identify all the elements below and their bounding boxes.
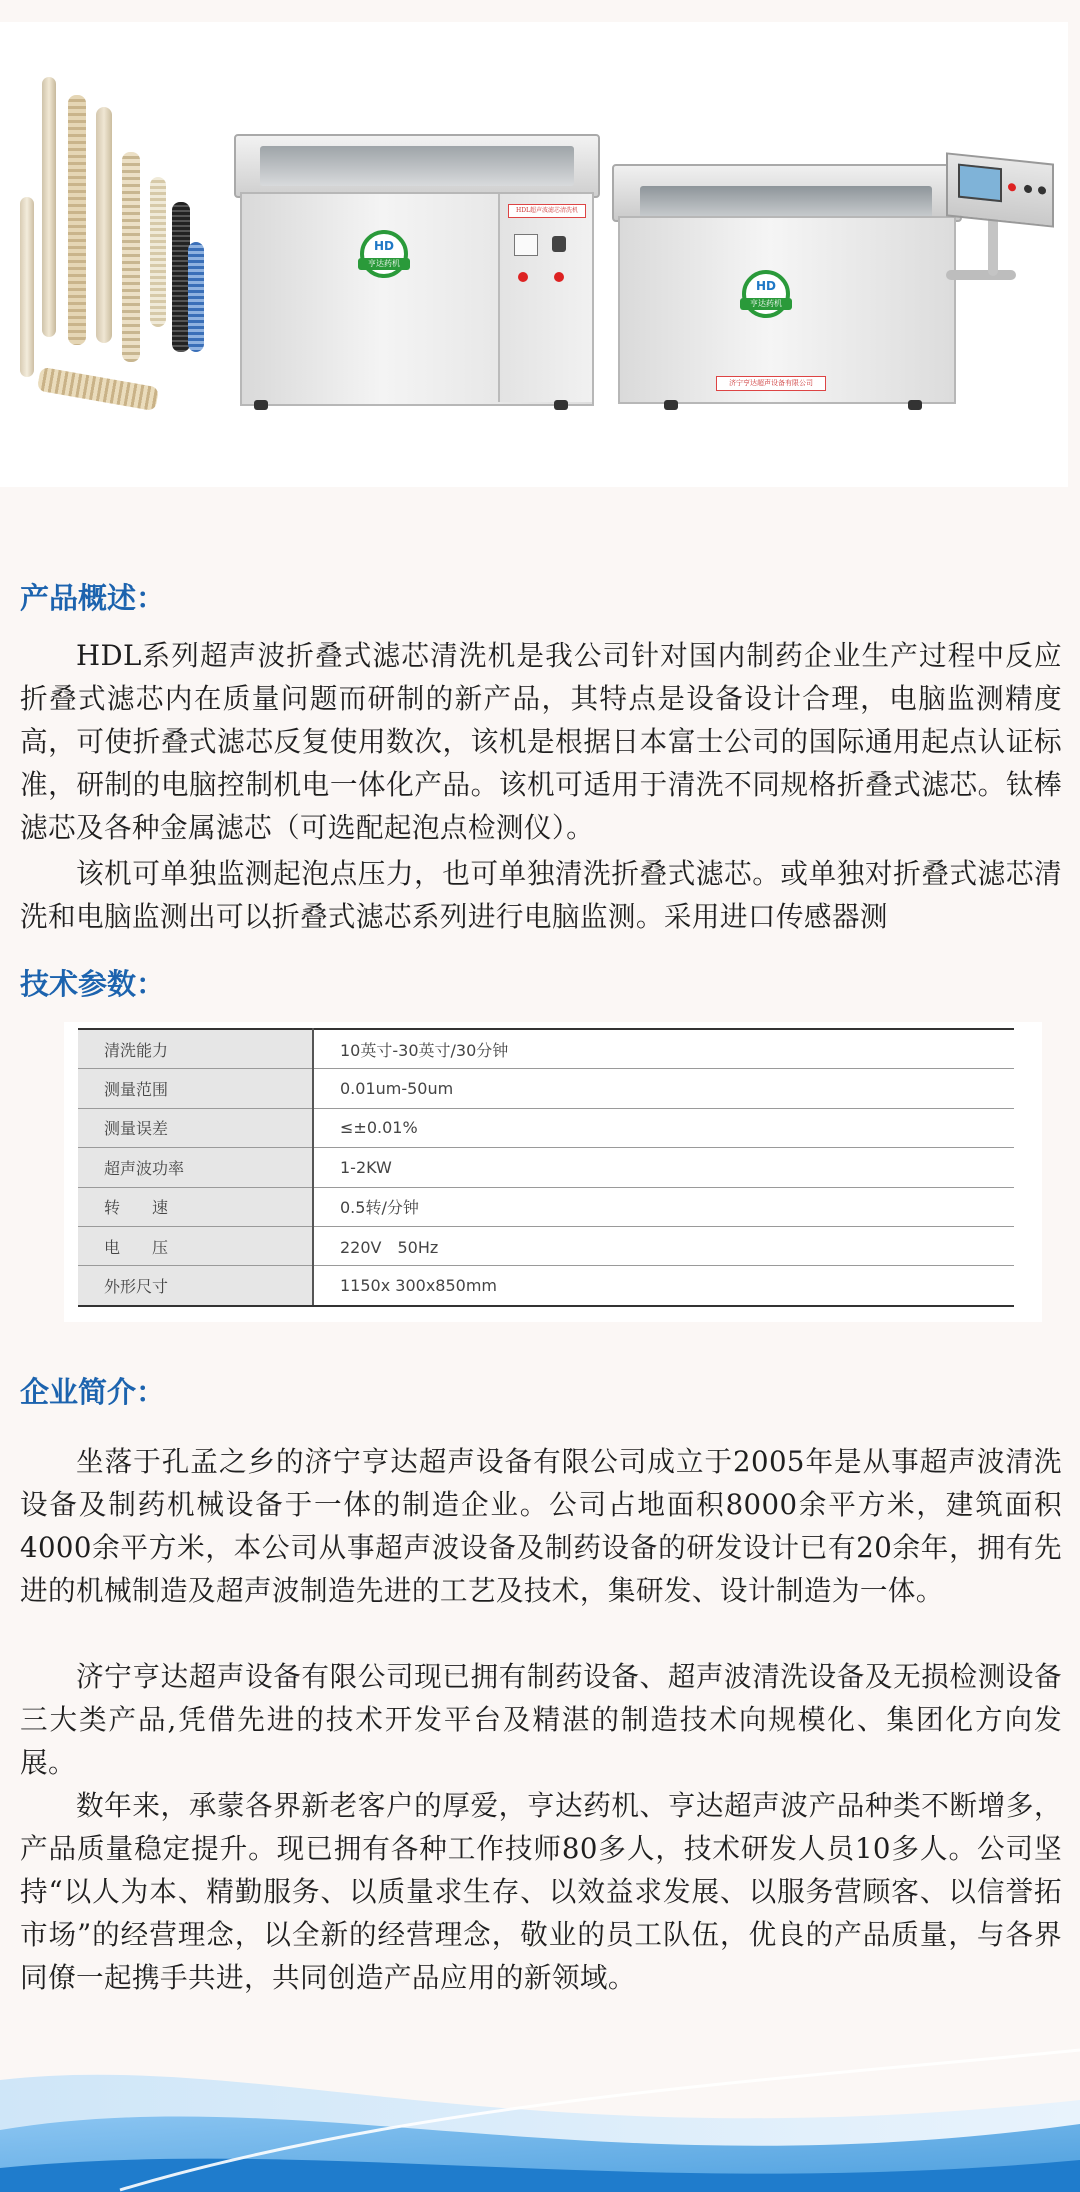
spec-value: 0.5转/分钟 xyxy=(313,1187,1014,1226)
control-button-icon xyxy=(1024,185,1032,194)
company-logo-badge: HD 亨达药机 xyxy=(360,230,408,278)
specs-table-container xyxy=(64,1022,1042,1322)
decorative-wave xyxy=(0,2040,1080,2192)
company-paragraph: 济宁亨达超声设备有限公司现已拥有制药设备、超声波清洗设备及无损检测设备三大类产品,凭借先进的技术开发平台及精湛的制造技术向规模化、集团化方向发展。 xyxy=(20,1660,1062,1779)
section-heading-overview: 产品概述： xyxy=(20,581,166,615)
spec-label: 电 压 xyxy=(78,1226,313,1265)
knob-icon xyxy=(552,236,566,252)
touch-screen-controller xyxy=(946,152,1054,227)
overview-paragraph: HDL系列超声波折叠式滤芯清洗机是我公司针对国内制药企业生产过程中反应折叠式滤芯内在质量问题而研制的新产品，其特点是设备设计合理，电脑监测精度高，可使折叠式滤芯反复使用数次，该机是根据日本富士公司的国际通用起点认证标准，研制的电脑控制机电一体化产品。该机可适用于清洗不同规格折叠式滤芯。钛棒滤芯及各种金属滤芯（可选配起泡点检测仪）。 xyxy=(20,639,1062,844)
product-photo-strip xyxy=(0,22,1068,487)
table-row xyxy=(78,1148,1014,1187)
table-row xyxy=(78,1187,1014,1226)
spec-label: 清洗能力 xyxy=(78,1029,313,1069)
spec-label: 超声波功率 xyxy=(78,1148,313,1187)
control-button-icon xyxy=(1038,186,1046,195)
specs-table xyxy=(78,1028,1014,1307)
spec-label: 外形尺寸 xyxy=(78,1266,313,1306)
spec-label: 转 速 xyxy=(78,1187,313,1226)
section-heading-company: 企业简介： xyxy=(20,1375,166,1409)
spec-value: 1150x 300x850mm xyxy=(313,1266,1014,1306)
support-arm xyxy=(946,270,1016,280)
filter-cartridges-image xyxy=(20,77,220,417)
stop-button-icon xyxy=(554,272,564,282)
control-panel xyxy=(498,194,592,402)
spec-value: 220V 50Hz xyxy=(313,1226,1014,1265)
power-button-icon xyxy=(518,272,528,282)
machine-nameplate: HDL超声波滤芯清洗机 xyxy=(508,204,586,218)
table-row xyxy=(78,1069,1014,1108)
overview-paragraph: 该机可单独监测起泡点压力，也可单独清洗折叠式滤芯。或单独对折叠式滤芯清洗和电脑监测出可以折叠式滤芯系列进行电脑监测。采用进口传感器测 xyxy=(20,857,1062,933)
spec-label: 测量误差 xyxy=(78,1108,313,1147)
spec-value: 1-2KW xyxy=(313,1148,1014,1187)
ultrasonic-cleaner-machine-image xyxy=(234,134,596,416)
table-row xyxy=(78,1266,1014,1306)
screen-icon xyxy=(958,164,1002,203)
company-logo-badge: HD 亨达药机 xyxy=(742,270,790,318)
spec-value: 10英寸-30英寸/30分钟 xyxy=(313,1029,1014,1069)
caster-wheel-icon xyxy=(554,400,568,410)
filter-tester-machine-image xyxy=(612,152,1052,414)
section-heading-specs: 技术参数： xyxy=(20,967,166,1001)
caster-wheel-icon xyxy=(664,400,678,410)
table-row xyxy=(78,1108,1014,1147)
table-row xyxy=(78,1226,1014,1265)
spec-label: 测量范围 xyxy=(78,1069,313,1108)
spec-value: 0.01um-50um xyxy=(313,1069,1014,1108)
company-paragraph: 坐落于孔孟之乡的济宁亨达超声设备有限公司成立于2005年是从事超声波清洗设备及制药机械设备于一体的制造企业。公司占地面积8000余平方米，建筑面积4000余平方米，本公司从事超声波设备及制药设备的研发设计已有20余年，拥有先进的机械制造及超声波制造先进的工艺及技术，集研发、设计制造为一体。 xyxy=(20,1445,1062,1607)
emergency-stop-icon xyxy=(1008,183,1016,192)
table-row xyxy=(78,1029,1014,1069)
spec-value: ≤±0.01% xyxy=(313,1108,1014,1147)
gauge-icon xyxy=(514,234,538,256)
caster-wheel-icon xyxy=(254,400,268,410)
machine-nameplate: 济宁亨达超声设备有限公司 xyxy=(716,376,826,391)
caster-wheel-icon xyxy=(908,400,922,410)
company-paragraph: 数年来，承蒙各界新老客户的厚爱，亨达药机、亨达超声波产品种类不断增多，产品质量稳定提升。现已拥有各种工作技师80多人，技术研发人员10多人。公司坚持“以人为本、精勤服务、以质量求生存、以效益求发展、以服务营顾客、以信誉拓市场”的经营理念，以全新的经营理念，敬业的员工队伍，优良的产品质量，与各界同僚一起携手共进，共同创造产品应用的新领域。 xyxy=(20,1789,1062,1994)
